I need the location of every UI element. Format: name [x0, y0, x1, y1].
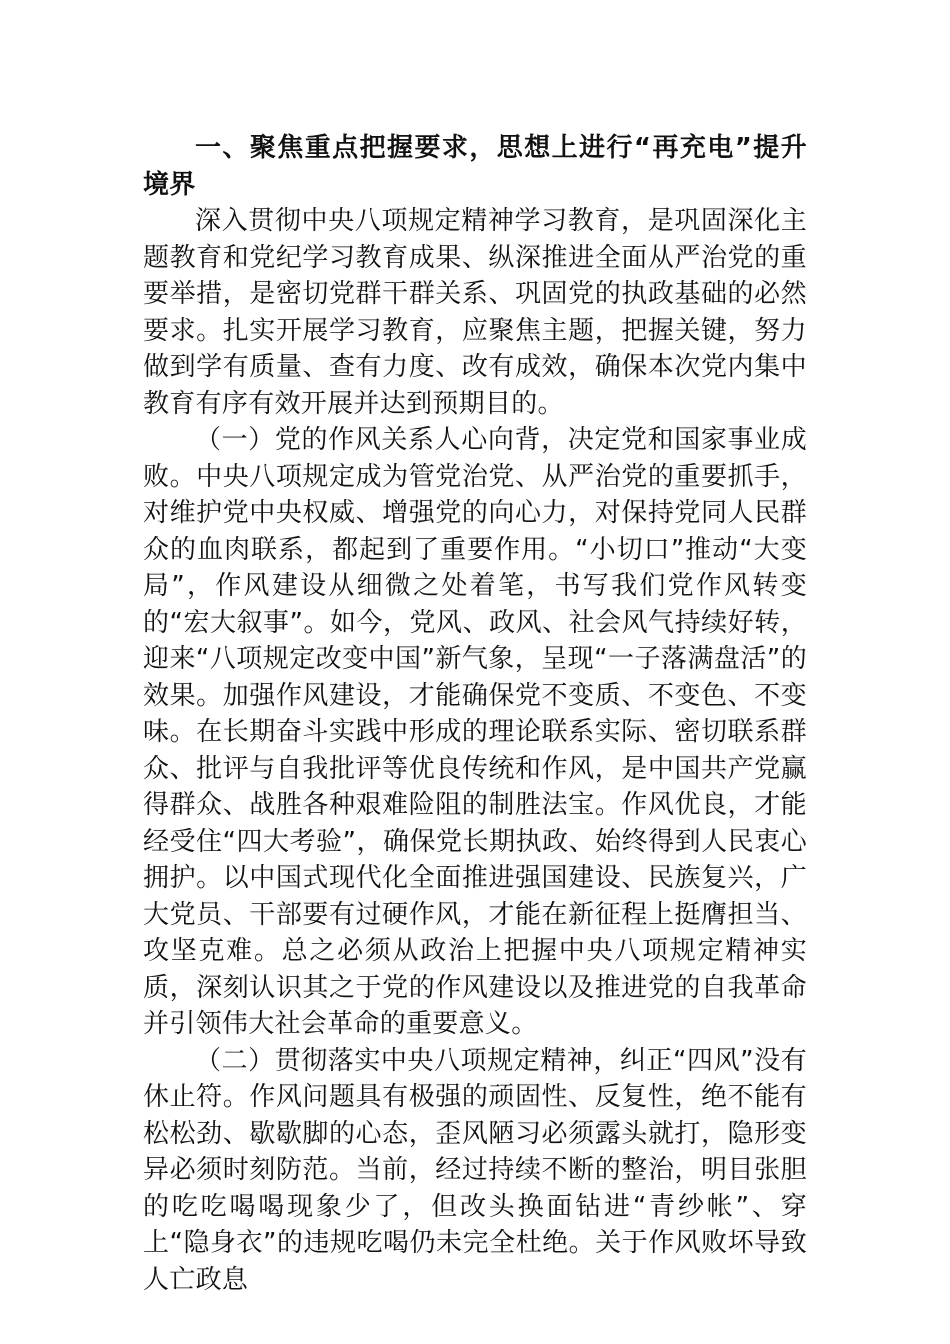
document-body	[143, 130, 807, 1298]
paragraph-intro: 深入贯彻中央八项规定精神学习教育，是巩固深化主题教育和党纪学习教育成果、纵深推进全面从严治党的重要举措，是密切党群干群关系、巩固党的执政基础的必然要求。扎实开展学习教育，应聚焦主题，把握关键，努力做到学有质量、查有力度、改有成效，确保本次党内集中教育有序有效开展并达到预期目的。	[143, 206, 807, 419]
paragraph-2: （二）贯彻落实中央八项规定精神，纠正“四风”没有休止符。作风问题具有极强的顽固性、反复性，绝不能有松松劲、歇歇脚的心态，歪风陋习必须露头就打，隐形变异必须时刻防范。当前，经过持续不断的整治，明目张胆的吃吃喝喝现象少了，但改头换面钻进“青纱帐”、穿上“隐身衣”的违规吃喝仍未完全杜绝。关于作风败坏导致人亡政息	[143, 1045, 807, 1295]
section-heading: 一、聚焦重点把握要求，思想上进行“再充电”提升境界	[143, 133, 807, 200]
paragraph-1: （一）党的作风关系人心向背，决定党和国家事业成败。中央八项规定成为管党治党、从严治党的重要抓手，对维护党中央权威、增强党的向心力，对保持党同人民群众的血肉联系，都起到了重要作用。“小切口”推动“大变局”，作风建设从细微之处着笔，书写我们党作风转变的“宏大叙事”。如今，党风、政风、社会风气持续好转，迎来“八项规定改变中国”新气象，呈现“一子落满盘活”的效果。加强作风建设，才能确保党不变质、不变色、不变味。在长期奋斗实践中形成的理论联系实际、密切联系群众、批评与自我批评等优良传统和作风，是中国共产党赢得群众、战胜各种艰难险阻的制胜法宝。作风优良，才能经受住“四大考验”，确保党长期执政、始终得到人民衷心拥护。以中国式现代化全面推进强国建设、民族复兴，广大党员、干部要有过硬作风，才能在新征程上挺膺担当、攻坚克难。总之必须从政治上把握中央八项规定精神实质，深刻认识其之于党的作风建设以及推进党的自我革命并引领伟大社会革命的重要意义。	[143, 425, 807, 1039]
